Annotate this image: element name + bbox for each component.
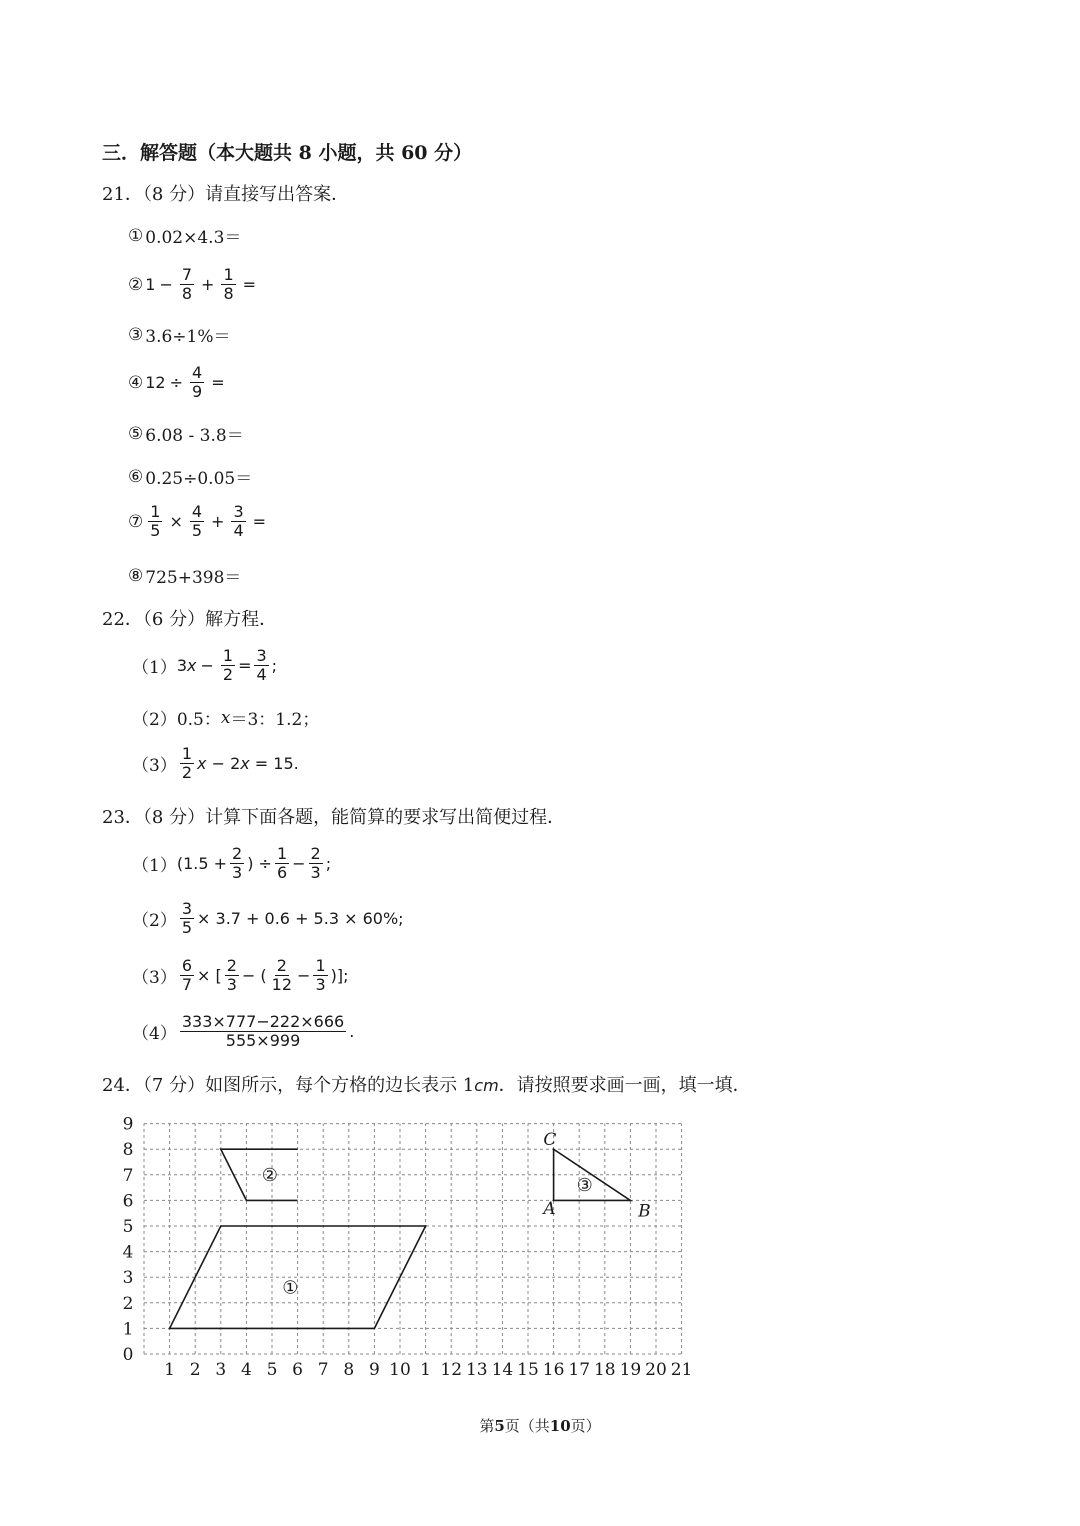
q21-header: 21．（8 分）请直接写出答案． xyxy=(102,184,350,205)
q22-header: 22．（6 分）解方程． xyxy=(102,609,278,630)
q24-header-tail: ．请按照要求画一画，填一填． xyxy=(498,1075,751,1096)
fraction xyxy=(180,266,194,304)
grid-figure xyxy=(110,1108,710,1383)
numerator: 2 xyxy=(310,844,321,863)
numerator: 1 xyxy=(315,956,326,975)
x-tick-label: 14 xyxy=(491,1360,514,1380)
denominator: 5 xyxy=(191,521,203,541)
circled-number: ⑤ xyxy=(128,423,144,444)
y-tick-label: 9 xyxy=(122,1114,134,1135)
denominator: 555×999 xyxy=(225,1031,301,1051)
footer-text: 第 xyxy=(479,1417,495,1435)
equals: = xyxy=(211,373,225,393)
unit: cm xyxy=(474,1076,499,1095)
numerator: 1 xyxy=(276,844,288,863)
denominator: 3 xyxy=(226,975,237,995)
circled-number: ⑦ xyxy=(128,511,144,532)
fraction xyxy=(225,957,239,995)
denominator: 2 xyxy=(181,763,193,783)
numerator: 7 xyxy=(181,265,193,284)
expression-part: × 3.7 + 0.6 + 5.3 × 60%; xyxy=(197,909,404,929)
item-label: （1） xyxy=(132,658,177,679)
y-tick-label: 7 xyxy=(122,1165,134,1186)
fraction xyxy=(231,503,245,541)
page-total: 10 xyxy=(549,1417,571,1435)
fraction xyxy=(180,745,194,783)
vertex-label: A xyxy=(543,1199,556,1220)
numerator: 2 xyxy=(276,956,287,975)
numerator: 3 xyxy=(256,646,267,665)
item-label: （3） xyxy=(132,968,177,989)
variable: x xyxy=(187,656,197,676)
y-tick-label: 0 xyxy=(122,1345,134,1365)
circled-number: ② xyxy=(128,274,144,295)
equals: = xyxy=(252,512,267,532)
expression: 0.25÷0.05＝ xyxy=(145,469,253,489)
expression-part: 0.5： xyxy=(176,710,221,730)
numerator: 3 xyxy=(181,899,193,918)
equals: = xyxy=(238,656,252,676)
operator: − xyxy=(200,656,214,676)
x-tick-label: 18 xyxy=(593,1360,616,1380)
denominator: 12 xyxy=(271,975,293,995)
circled-number: ① xyxy=(128,225,144,246)
footer-text: 页（共 xyxy=(504,1417,550,1435)
denominator: 2 xyxy=(222,665,234,685)
q23-header: 23．（8 分）计算下面各题，能简算的要求写出简便过程． xyxy=(102,807,566,828)
numerator: 4 xyxy=(192,363,203,382)
fraction xyxy=(221,266,235,304)
q23-item-2 xyxy=(132,900,404,938)
y-tick-label: 1 xyxy=(122,1319,134,1340)
numerator: 1 xyxy=(181,744,193,763)
variable: x xyxy=(220,707,231,728)
operand: 1 xyxy=(145,275,156,295)
operator: + xyxy=(201,275,215,295)
x-tick-label: 19 xyxy=(619,1360,642,1380)
numerator: 3 xyxy=(233,502,244,521)
fraction xyxy=(230,845,244,883)
y-tick-label: 4 xyxy=(122,1242,134,1263)
x-tick-label: 16 xyxy=(542,1360,565,1380)
q21-item-2 xyxy=(128,266,260,304)
expression-part: − 2 xyxy=(206,754,241,774)
x-tick-label: 1 xyxy=(420,1360,432,1380)
item-label: （2） xyxy=(132,710,177,730)
numerator: 333×777−222×666 xyxy=(181,1012,345,1031)
numerator: 4 xyxy=(191,502,203,521)
x-tick-label: 10 xyxy=(389,1360,411,1380)
numerator: 6 xyxy=(181,956,193,975)
vertex-label: B xyxy=(638,1201,651,1222)
x-tick-label: 12 xyxy=(440,1360,463,1380)
variable: x xyxy=(197,754,207,774)
denominator: 7 xyxy=(181,975,193,995)
x-tick-label: 1 xyxy=(164,1360,176,1380)
y-tick-label: 3 xyxy=(122,1268,134,1289)
page-number: 5 xyxy=(494,1417,505,1435)
numerator: 1 xyxy=(150,502,161,521)
q22-item-2 xyxy=(132,705,319,730)
circled-number: ③ xyxy=(128,324,144,345)
q23-item-4 xyxy=(132,1013,354,1051)
expression: 725+398＝ xyxy=(145,568,242,588)
q21-item-4 xyxy=(128,364,229,402)
y-tick-label: 2 xyxy=(122,1293,134,1314)
denominator: 3 xyxy=(315,975,326,995)
expression-part: × [ xyxy=(197,966,222,986)
fraction xyxy=(275,845,289,883)
numerator: 1 xyxy=(222,646,234,665)
axis-labels xyxy=(123,1115,693,1380)
page-footer xyxy=(0,1415,1080,1436)
expression-part: ＝3：1.2； xyxy=(230,710,320,730)
fraction xyxy=(309,845,323,883)
q21-item-8 xyxy=(128,563,241,588)
y-tick-label: 6 xyxy=(122,1191,134,1212)
item-label: （3） xyxy=(132,756,177,777)
variable: x xyxy=(240,754,250,774)
item-label: （1） xyxy=(132,856,177,877)
numerator: 2 xyxy=(232,844,243,863)
denominator: 3 xyxy=(310,863,321,883)
fraction xyxy=(180,1013,346,1051)
q21-item-6 xyxy=(128,464,252,489)
numerator: 1 xyxy=(223,265,234,284)
denominator: 4 xyxy=(233,521,244,541)
operator: × xyxy=(169,512,183,532)
expression: 6.08 - 3.8＝ xyxy=(145,426,244,446)
fraction xyxy=(180,957,194,995)
x-tick-label: 3 xyxy=(215,1360,227,1380)
operator: − xyxy=(159,275,173,295)
fraction xyxy=(190,503,204,541)
denominator: 6 xyxy=(276,863,288,883)
y-tick-label: 8 xyxy=(122,1140,134,1161)
denominator: 8 xyxy=(223,284,234,304)
denominator: 9 xyxy=(192,382,203,402)
q23-item-3 xyxy=(132,957,349,995)
x-tick-label: 2 xyxy=(189,1360,201,1380)
operator: − xyxy=(292,854,306,874)
fraction xyxy=(221,647,235,685)
equals: = xyxy=(242,275,257,295)
shapes xyxy=(170,1130,651,1328)
circled-number: ④ xyxy=(128,372,144,393)
punctuation: ; xyxy=(271,656,278,676)
fraction xyxy=(270,957,294,995)
denominator: 3 xyxy=(232,863,243,883)
x-tick-label: 5 xyxy=(266,1360,278,1380)
q21-item-1 xyxy=(128,223,241,248)
q21-item-7 xyxy=(128,503,270,541)
y-tick-label: 5 xyxy=(122,1217,134,1237)
footer-text: 页） xyxy=(570,1417,601,1435)
circled-number: ⑥ xyxy=(128,466,144,487)
x-tick-label: 21 xyxy=(670,1360,693,1380)
q24-header-text: 24．（7 分）如图所示，每个方格的边长表示 1 xyxy=(102,1075,475,1096)
x-tick-label: 20 xyxy=(645,1360,667,1380)
x-tick-label: 9 xyxy=(368,1360,380,1380)
vertex-label: C xyxy=(543,1129,557,1150)
punctuation: ; xyxy=(325,854,332,874)
coefficient: 3 xyxy=(176,656,188,676)
denominator: 4 xyxy=(256,665,267,685)
q22-item-1 xyxy=(132,647,277,685)
fraction xyxy=(180,900,194,938)
fraction xyxy=(313,957,327,995)
circled-number: ⑧ xyxy=(128,565,144,586)
item-label: （2） xyxy=(132,911,177,932)
expression: 0.02×4.3＝ xyxy=(145,228,242,248)
x-tick-label: 13 xyxy=(465,1360,488,1380)
x-tick-label: 17 xyxy=(568,1360,591,1380)
shape-label: ① xyxy=(282,1277,299,1299)
q24-header xyxy=(102,1071,751,1097)
shape-label: ③ xyxy=(576,1175,593,1197)
fraction xyxy=(254,647,268,685)
punctuation: )]; xyxy=(330,966,349,986)
x-tick-label: 8 xyxy=(343,1360,355,1380)
x-tick-label: 4 xyxy=(240,1360,252,1380)
q23-item-1 xyxy=(132,845,331,883)
operand: 12 xyxy=(145,373,166,393)
operator: + xyxy=(211,512,225,532)
q21-item-3 xyxy=(128,322,231,347)
q21-item-5 xyxy=(128,421,244,446)
expression-part: (1.5 + xyxy=(176,854,228,874)
operator: ÷ xyxy=(169,373,184,393)
item-label: （4） xyxy=(132,1024,177,1045)
x-tick-label: 15 xyxy=(517,1360,539,1380)
x-tick-label: 6 xyxy=(292,1360,304,1380)
numerator: 2 xyxy=(226,956,237,975)
fraction xyxy=(190,364,204,402)
q22-item-3 xyxy=(132,745,299,783)
expression-part: − ( xyxy=(241,966,267,986)
denominator: 5 xyxy=(150,521,161,541)
denominator: 8 xyxy=(181,284,193,304)
section-title: 三．解答题（本大题共 8 小题，共 60 分） xyxy=(102,142,473,164)
denominator: 5 xyxy=(181,918,193,938)
expression-part: ) ÷ xyxy=(247,854,272,874)
punctuation: . xyxy=(349,1022,355,1042)
x-tick-label: 7 xyxy=(317,1360,329,1380)
shape-label: ② xyxy=(261,1164,278,1186)
expression-part: = 15. xyxy=(249,754,299,774)
operator: − xyxy=(297,966,311,986)
fraction xyxy=(148,503,162,541)
expression: 3.6÷1%＝ xyxy=(145,327,231,347)
